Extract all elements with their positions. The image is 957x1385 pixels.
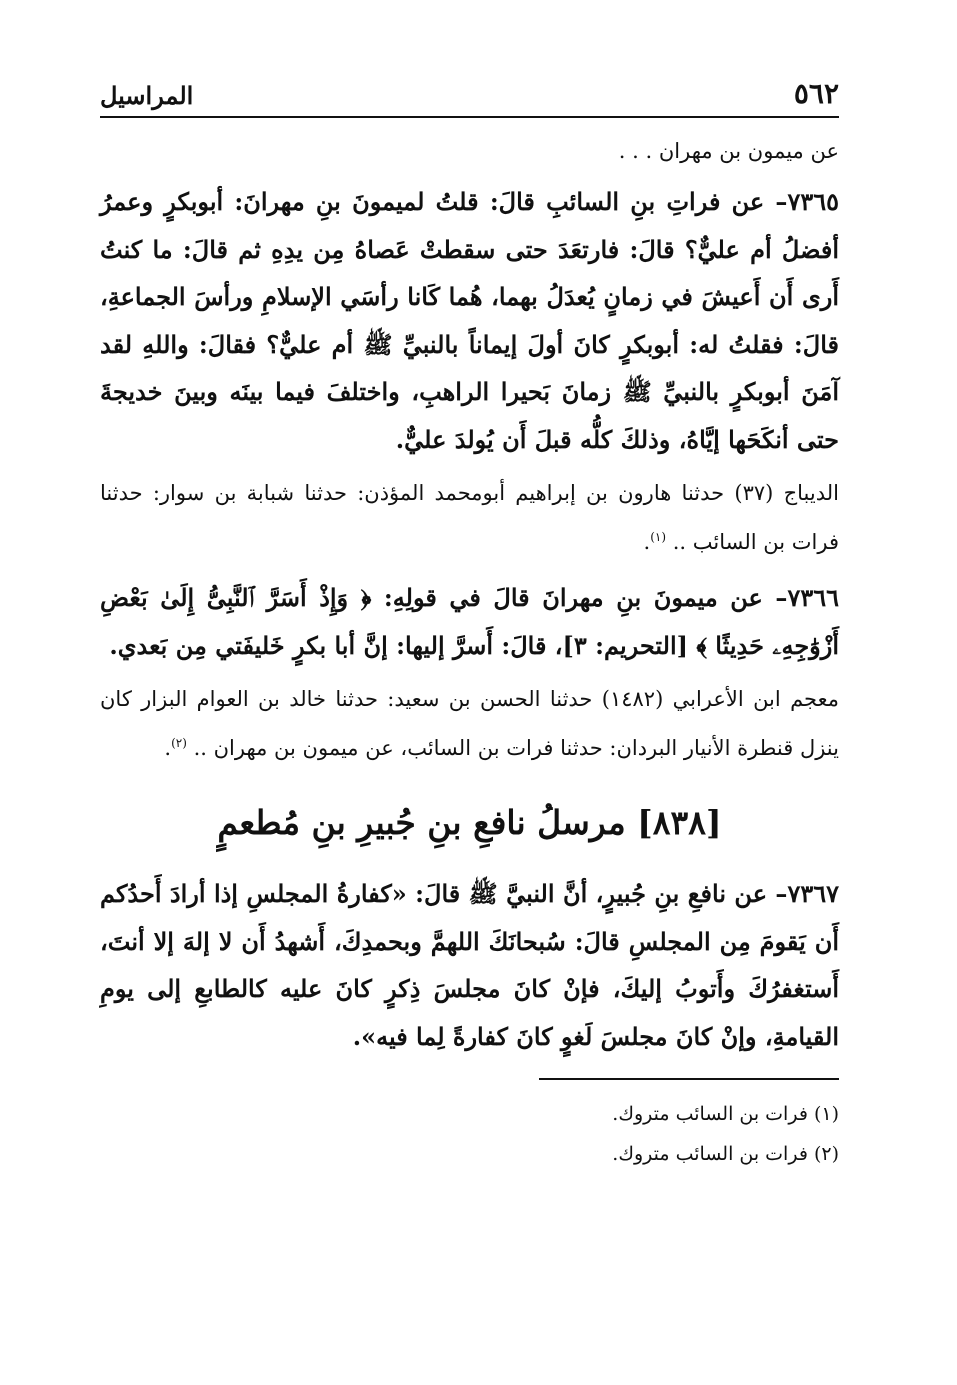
continuation-line: عن ميمون بن مهران . . . — [618, 139, 839, 163]
source-7366 — [100, 677, 839, 770]
page-number: ٥٦٢ — [793, 77, 839, 110]
footnote-ref-1: (١) — [650, 530, 667, 544]
chapter-title: [٨٣٨] مرسلُ نافعِ بنِ جُبيرِ بنِ مُطعمٍ — [217, 803, 722, 842]
source-7366-text: معجم ابن الأعرابي (١٤٨٢) حدثنا الحسن بن سعيد: حدثنا خالد بن العوام البزار كان ينزل قنطرة الأنيار البردان: حدثنا فرات بن السائب، عن ميمون بن مهران .. — [100, 687, 839, 760]
source-7365-end: . — [643, 530, 651, 554]
source-7365 — [100, 471, 839, 564]
book-title: المراسيل — [100, 81, 194, 110]
page-header — [100, 66, 839, 118]
footnote-ref-2: (٢) — [171, 736, 187, 750]
footnote-separator — [539, 1078, 839, 1080]
page-body — [100, 128, 839, 1174]
source-7365-text: الديباج (٣٧) حدثنا هارون بن إبراهيم أبومحمد المؤذن: حدثنا شبابة بن سوار: حدثنا فرات بن السائب .. — [100, 481, 839, 554]
hadith-7367: ٧٣٦٧– عن نافعِ بنِ جُبيرٍ، أنَّ النبيَّ ﷺ قالَ: «كفارةُ المجلسِ إذا أرادَ أَحدُكم أَن يَقومَ مِن المجلسِ قالَ: سُبحانَكَ اللهمَّ وبحمدِكَ، أَشهدُ أَن لا إلهَ إلا أنتَ، أَستغفرُكَ وأَتوبُ إليكَ، فإنْ كانَ مجلسَ ذِكرٍ كانَ عليه كالطابعِ إلى يومِ القيامةِ، وإنْ كانَ مجلسَ لَغوٍ كانَ كفارةً لِما فيه». — [100, 879, 840, 1051]
footnote-2: (٢) فرات بن السائب متروك. — [612, 1143, 839, 1165]
hadith-7366: ٧٣٦٦– عن ميمونَ بنِ مهرانَ قالَ في قولِهِ: ﴿ وَإِذْ أَسَرَّ ٱلنَّبِىُّ إِلَىٰ بَعْضِ أَزْوَٰجِهِۦ حَدِيثًا ﴾ [التحريم: ٣]، قالَ: أَسرَّ إليها: إنَّ أبا بكرٍ خَليفَتي مِن بَعدي. — [100, 583, 839, 660]
source-7366-end: . — [164, 736, 172, 760]
footnote-1: (١) فرات بن السائب متروك. — [612, 1103, 839, 1125]
hadith-7365: ٧٣٦٥– عن فراتِ بنِ السائبِ قالَ: قلتُ لميمونَ بنِ مهرانَ: أبوبكرٍ وعمرُ أفضلُ أم عليٌّ؟ قالَ: فارتعَدَ حتى سقطتْ عَصاهُ مِن يدِهِ ثم قالَ: ما كنتُ أَرى أَن أَعيشَ في زمانٍ يُعدَلُ بهما، هُما كَانا رأسَي الإسلامِ ورأسَ الجماعةِ، قالَ: فقلتُ له: أبوبكرٍ كانَ أولَ إيماناً بالنبيِّ ﷺ أم عليٌّ؟ فقالَ: واللهِ لقد آمَنَ أبوبكرٍ بالنبيِّ ﷺ زمانَ بَحيرا الراهبِ، واختلفَ فيما بينَه وبينَ خديجةَ حتى أنكَحَها إيَّاهُ، وذلكَ كلُّه قبلَ أَن يُولدَ عليٌّ. — [100, 187, 839, 454]
